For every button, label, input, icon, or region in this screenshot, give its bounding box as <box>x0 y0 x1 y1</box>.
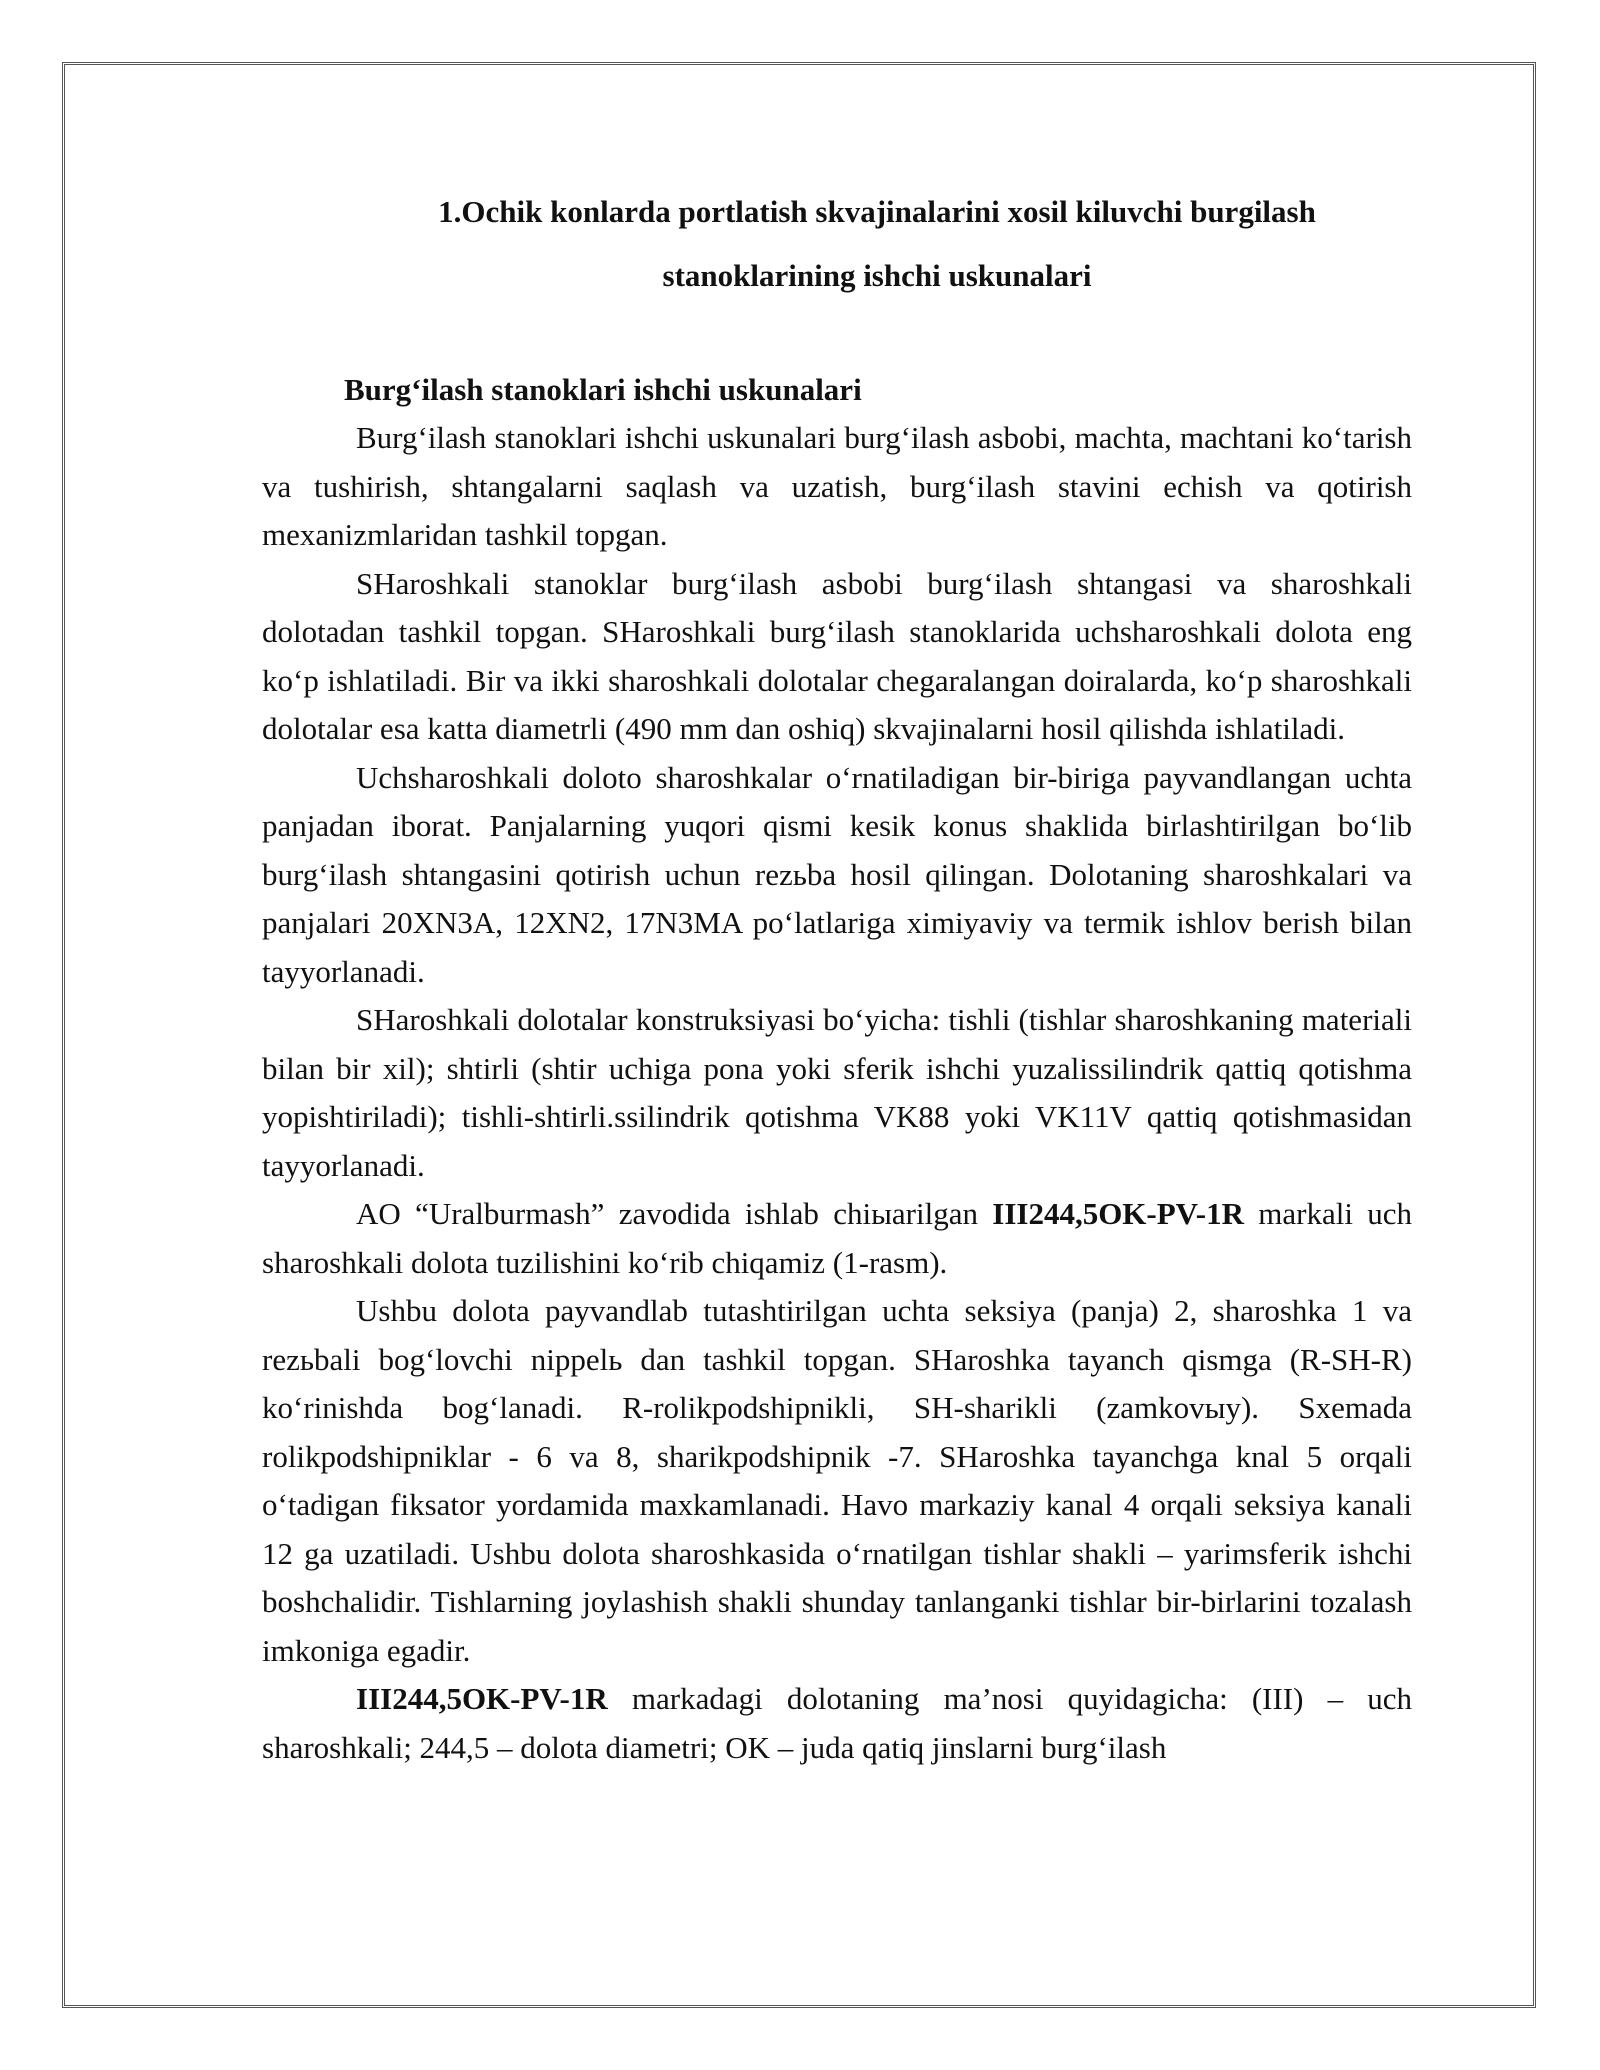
paragraph-6: Ushbu dolota payvandlab tutashtirilgan uchta seksiya (panja) 2, sharoshka 1 va rezьbali bog‘lovchi nippelь dan tashkil topgan. SHaroshka tayanch qismga (R-SH-R) ko‘rinishda bog‘lanadi. R-rolikpodshipnikli, SH-sharikli (zamkovыy). Sxemada rolikpodshipniklar - 6 va 8, sharikpodshipnik -7. SHaroshka tayanchga knal 5 orqali o‘tadigan fiksator yordamida maxkamlanadi. Havo markaziy kanal 4 orqali seksiya kanali 12 ga uzatiladi. Ushbu dolota sharoshkasida o‘rnatilgan tishlar shakli – yarimsferik ishchi boshchalidir. Tishlarning joylashish shakli shunday tanlanganki tishlar bir-birlarini tozalash imkoniga egadir. <box>262 1293 1412 1668</box>
paragraph-7-bold-model: III244,5OK-PV-1R <box>356 1681 608 1716</box>
paragraph-5 <box>262 1190 1412 1287</box>
paragraph-5-text-start: AO “Uralburmash” zavodida ishlab chiыarilgan <box>356 1196 993 1231</box>
paragraph-5-text-end: markali uch sharoshkali dolota tuzilishini ko‘rib chiqamiz (1-rasm). <box>262 1196 1412 1280</box>
paragraph-7 <box>262 1675 1412 1772</box>
document-title: 1.Ochik konlarda portlatish skvajinalarini xosil kiluvchi burgilash stanoklarining ishchi uskunalari <box>438 194 1316 293</box>
paragraph-3: Uchsharoshkali doloto sharoshkalar o‘rnatiladigan bir-biriga payvandlangan uchta panjadan iborat. Panjalarning yuqori qismi kesik konus shaklida birlashtirilgan bo‘lib burg‘ilash shtangasini qotirish uchun rezьba hosil qilingan. Dolotaning sharoshkalari va panjalari 20XN3A, 12XN2, 17N3MA po‘latlariga ximiyaviy va termik ishlov berish bilan tayyorlanadi. <box>262 759 1412 989</box>
paragraph-7-text: markadagi dolotaning ma’nosi quyidagicha: (III) – uch sharoshkali; 244,5 – dolota diametri; OK – juda qatiq jinslarni burg‘ilash <box>262 1681 1412 1765</box>
section-heading: Burg‘ilash stanoklari ishchi uskunalari <box>344 372 862 407</box>
paragraph-1: Burg‘ilash stanoklari ishchi uskunalari burg‘ilash asbobi, machta, machtani ko‘tarish va tushirish, shtangalarni saqlash va uzatish, burg‘ilash stavini echish va qotirish mexanizmlaridan tashkil topgan. <box>262 420 1412 552</box>
paragraph-2: SHaroshkali stanoklar burg‘ilash asbobi burg‘ilash shtangasi va sharoshkali dolotadan tashkil topgan. SHaroshkali burg‘ilash stanoklarida uchsharoshkali dolota eng ko‘p ishlatiladi. Bir va ikki sharoshkali dolotalar chegaralangan doiralarda, ko‘p sharoshkali dolotalar esa katta diametrli (490 mm dan oshiq) skvajinalarni hosil qilishda ishlatiladi. <box>262 565 1412 746</box>
document-body <box>262 180 1412 1772</box>
paragraph-5-bold-model: III244,5OK-PV-1R <box>992 1196 1244 1231</box>
paragraph-4: SHaroshkali dolotalar konstruksiyasi bo‘yicha: tishli (tishlar sharoshkaning materiali bilan bir xil); shtirli (shtir uchiga pona yoki sferik ishchi yuzalissilindrik qattiq qotishma yopishtiriladi); tishli-shtirli.ssilindrik qotishma VK88 yoki VK11V qattiq qotishmasidan tayyorlanadi. <box>262 1002 1412 1183</box>
